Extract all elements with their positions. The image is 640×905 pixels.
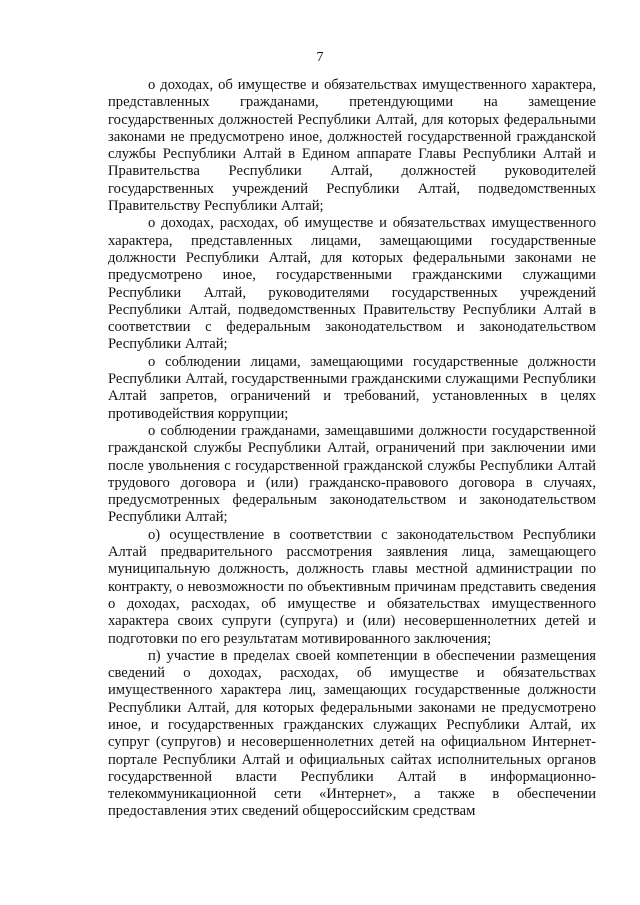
paragraph-item-p: п) участие в пределах своей компетенции в обеспечении размещения сведений о доходах, расходах, об имуществе и обязательствах имущественного характера лиц, замещающих государственные должности Республики Алтай, для которых федеральными законами не предусмотрено иное, и государственных гражданских служащих Республики Алтай, их супруг (супругов) и несовершеннолетних детей на официальном Интернет-портале Республики Алтай и официальных сайтах исполнительных органов государственной власти Республики Алтай в информационно-телекоммуникационной сети «Интернет», а также в обеспечении предоставления этих сведений общероссийским средствам (108, 647, 596, 820)
paragraph-item-o: о) осуществление в соответствии с законодательством Республики Алтай предварительного рассмотрения заявления лица, замещающего муниципальную должность, должность главы местной администрации по контракту, о невозможности по объективным причинам представить сведения о доходах, расходах, об имуществе и обязательствах имущественного характера своих супруги (супруга) и (или) несовершеннолетних детей и подготовки по его результатам мотивированного заключения; (108, 526, 596, 647)
paragraph-income-declarations-applicants: о доходах, об имуществе и обязательствах имущественного характера, представленных гражданами, претендующими на замещение государственных должностей Республики Алтай, для которых федеральными законами не предусмотрено иное, должностей государственной гражданской службы Республики Алтай в Едином аппарате Главы Республики Алтай и Правительства Республики Алтай, должностей руководителей государственных учреждений Республики Алтай, подведомственных Правительству Республики Алтай; (108, 77, 596, 215)
page-number: 7 (316, 50, 324, 65)
paragraph-former-employees-restrictions: о соблюдении гражданами, замещавшими должности государственной гражданской службы Республики Алтай, ограничений при заключении ими после увольнения с государственной гражданской службы Республики Алтай трудового договора и (или) гражданско-правового договора в случаях, предусмотренных федеральным законодательством и законодательством Республики Алтай; (108, 422, 596, 526)
paragraph-compliance-restrictions: о соблюдении лицами, замещающими государственные должности Республики Алтай, государственными гражданскими служащими Республики Алтай запретов, ограничений и требований, установленных в целях противодействия коррупции; (108, 353, 596, 422)
document-body (108, 77, 596, 821)
paragraph-income-expenses-officials: о доходах, расходах, об имуществе и обязательствах имущественного характера, представленных лицами, замещающими государственные должности Республики Алтай, для которых федеральными законами не предусмотрено иное, государственными гражданскими служащими Республики Алтай, руководителями государственных учреждений Республики Алтай, подведомственных Правительству Республики Алтай в соответствии с федеральным законодательством и законодательством Республики Алтай; (108, 215, 596, 353)
